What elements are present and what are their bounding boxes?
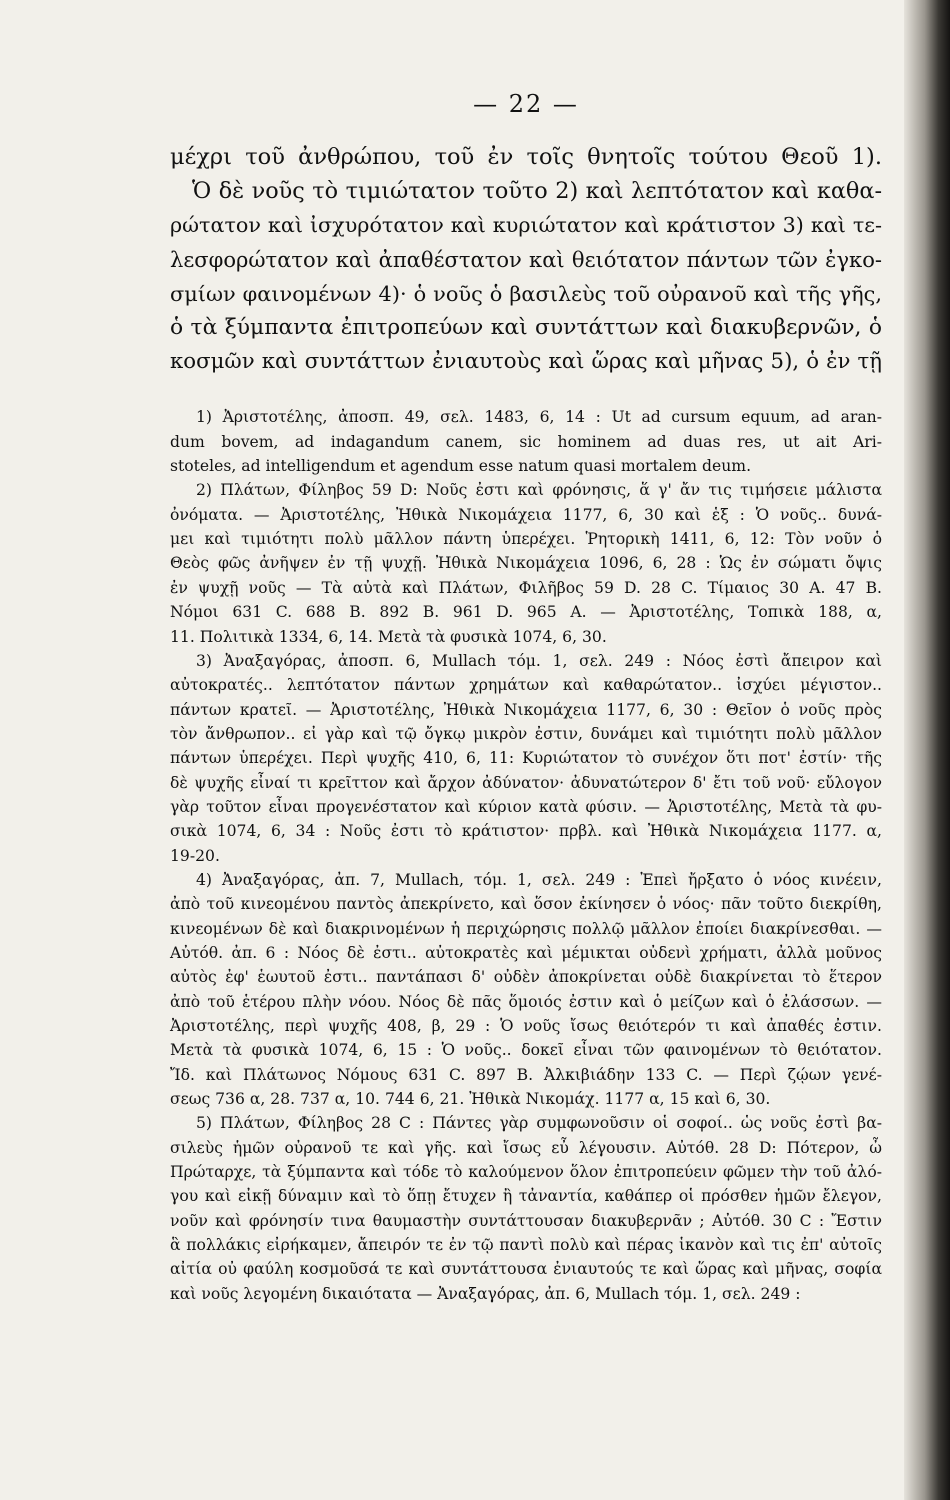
footnote-line: κινεομένων δὲ καὶ διακρινομένων ἡ περιχώρησις πολλῷ μᾶλλον ἐποίει διακρίνεσθαι. — (170, 919, 882, 938)
footnote-line: δὲ ψυχῆς εἶναί τι κρεῖττον καὶ ἄρχον ἀδύνατον· ἀδυνατώτερον δ' ἔτι τοῦ νοῦ· εὔλογον (170, 773, 882, 792)
footnote-line: αἰτία οὐ φαύλη κοσμοῦσά τε καὶ συντάττουσα ἐνιαυτούς τε καὶ ὥρας καὶ μῆνας, σοφία (170, 1260, 882, 1279)
footnote-line: ἐν ψυχῇ νοῦς — Τὰ αὐτὰ καὶ Πλάτων, Φιλῆβος 59 D. 28 C. Τίμαιος 30 A. 47 B. (170, 578, 882, 597)
book-spine-shadow (904, 0, 950, 1500)
footnote-line: ἀπὸ τοῦ ἑτέρου πλὴν νόου. Νόος δὲ πᾶς ὅμοιός ἐστιν καὶ ὁ μείζων καὶ ὁ ἐλάσσων. — (170, 992, 882, 1011)
footnote-1 (170, 405, 882, 478)
footnote-line: σιλεὺς ἡμῶν οὐρανοῦ τε καὶ γῆς. καὶ ἴσως εὖ λέγουσιν. Αὐτόθ. 28 D: Πότερον, ὦ (170, 1138, 882, 1157)
footnote-3 (170, 649, 882, 868)
footnote-line: νοῦν καὶ φρόνησίν τινα θαυμαστὴν συντάττουσαν διακυβερνᾶν ; Αὐτόθ. 30 C : Ἔστιν (170, 1211, 882, 1230)
footnote-line: Θεὸς φῶς ἀνῆψεν ἐν τῇ ψυχῇ. Ἠθικὰ Νικομάχεια 1096, 6, 28 : Ὡς ἐν σώματι ὄψις (170, 554, 882, 573)
footnote-5 (170, 1111, 882, 1306)
text-line: σμίων φαινομένων 4)· ὁ νοῦς ὁ βασιλεὺς τοῦ οὐρανοῦ καὶ τῆς γῆς, (170, 281, 882, 306)
text-line: Ὁ δὲ νοῦς τὸ τιμιώτατον τοῦτο 2) καὶ λεπτότατον καὶ καθα- (192, 178, 882, 205)
footnote-line: καὶ νοῦς λεγομένη δικαιότατα — Ἀναξαγόρας, ἀπ. 6, Mullach τόμ. 1, σελ. 249 : (170, 1284, 801, 1303)
footnote-line: ἃ πολλάκις εἰρήκαμεν, ἄπειρόν τε ἐν τῷ παντὶ πολὺ καὶ πέρας ἱκανὸν καὶ τις ἐπ' αὐτοῖς (170, 1236, 882, 1255)
footnote-line: γὰρ τοῦτον εἶναι προγενέστατον καὶ κύριον κατὰ φύσιν. — Ἀριστοτέλης, Μετὰ τὰ φυ- (170, 797, 882, 816)
main-paragraph (170, 140, 882, 379)
text-line: κοσμῶν καὶ συντάττων ἐνιαυτοὺς καὶ ὥρας καὶ μῆνας 5), ὁ ἐν τῇ (170, 349, 882, 375)
footnote-line: σεως 736 α, 28. 737 α, 10. 744 6, 21. Ἠθικὰ Νικομάχ. 1177 α, 15 καὶ 6, 30. (170, 1090, 771, 1109)
footnote-line: ὀνόματα. — Ἀριστοτέλης, Ἠθικὰ Νικομάχεια 1177, 6, 30 καὶ ἑξ : Ὁ νοῦς.. δυνά- (170, 505, 882, 524)
text-line: ὁ τὰ ξύμπαντα ἐπιτροπεύων καὶ συντάττων καὶ διακυβερνῶν, ὁ (170, 315, 882, 341)
text-line: μέχρι τοῦ ἀνθρώπου, τοῦ ἐν τοῖς θνητοῖς τούτου Θεοῦ 1). (170, 144, 882, 170)
footnote-line: αὐτοκρατές.. λεπτότατον πάντων χρημάτων καὶ καθαρώτατον.. ἰσχύει μέγιστον.. (170, 676, 882, 695)
book-page (170, 90, 882, 1306)
footnote-line: αὐτὸς ἐφ' ἑωυτοῦ ἐστι.. παντάπασι δ' οὐδὲν ἀποκρίνεται οὐδὲ διακρίνεται τὸ ἕτερον (170, 968, 882, 987)
footnote-line: 4) Ἀναξαγόρας, ἀπ. 7, Mullach, τόμ. 1, σελ. 249 : Ἐπεὶ ἤρξατο ὁ νόος κινέειν, (196, 870, 882, 889)
footnote-line: πάντων ὑπερέχει. Περὶ ψυχῆς 410, 6, 11: Κυριώτατον τὸ συνέχον ὅτι ποτ' ἐστίν· τῆς (170, 749, 882, 768)
footnote-line: Νόμοι 631 C. 688 B. 892 B. 961 D. 965 A. — Ἀριστοτέλης, Τοπικὰ 188, α, (170, 603, 882, 622)
footnote-line: 5) Πλάτων, Φίληβος 28 C : Πάντες γὰρ συμφωνοῦσιν οἱ σοφοί.. ὡς νοῦς ἐστὶ βα- (196, 1114, 882, 1133)
footnote-line: Μετὰ τὰ φυσικὰ 1074, 6, 15 : Ὁ νοῦς.. δοκεῖ εἶναι τῶν φαινομένων τὸ θειότατον. (170, 1041, 882, 1060)
footnote-line: Ἴδ. καὶ Πλάτωνος Νόμους 631 C. 897 B. Ἀλκιβιάδην 133 C. — Περὶ ζῴων γενέ- (170, 1065, 882, 1084)
text-line: λεσφορώτατον καὶ ἀπαθέστατον καὶ θειότατον πάντων τῶν ἐγκο- (170, 246, 882, 272)
footnote-line: Ἀριστοτέλης, περὶ ψυχῆς 408, β, 29 : Ὁ νοῦς ἴσως θειότερόν τι καὶ ἀπαθές ἐστιν. (170, 1017, 882, 1036)
footnote-line: 2) Πλάτων, Φίληβος 59 D: Νοῦς ἐστι καὶ φρόνησις, ἅ γ' ἄν τις τιμήσειε μάλιστα (196, 481, 882, 500)
footnote-line: Πρώταρχε, τὰ ξύμπαντα καὶ τόδε τὸ καλούμενον ὅλον ἐπιτροπεύειν φῶμεν τὴν τοῦ ἀλό- (170, 1163, 882, 1182)
footnote-line: Αὐτόθ. ἀπ. 6 : Νόος δὲ ἐστι.. αὐτοκρατὲς καὶ μέμικται οὐδενὶ χρήματι, ἀλλὰ μοῦνος (170, 943, 882, 962)
footnote-line: 3) Ἀναξαγόρας, ἀποσπ. 6, Mullach τόμ. 1, σελ. 249 : Νόος ἐστὶ ἄπειρον καὶ (196, 651, 882, 670)
page-number: — 22 — (473, 90, 579, 118)
main-text (170, 140, 882, 379)
footnote-line: 11. Πολιτικὰ 1334, 6, 14. Μετὰ τὰ φυσικὰ 1074, 6, 30. (170, 627, 607, 646)
footnote-line: πάντων κρατεῖ. — Ἀριστοτέλης, Ἠθικὰ Νικομάχεια 1177, 6, 30 : Θεῖον ὁ νοῦς πρὸς (170, 700, 882, 719)
footnote-line: τὸν ἄνθρωπον.. εἰ γὰρ καὶ τῷ ὄγκῳ μικρὸν ἐστιν, δυνάμει καὶ τιμιότητι πολὺ μᾶλλον (170, 724, 882, 743)
footnote-line: γου καὶ εἰκῇ δύναμιν καὶ τὸ ὅπῃ ἔτυχεν ἢ τἀναντία, καθάπερ οἱ πρόσθεν ἡμῶν ἔλεγον, (170, 1187, 882, 1206)
footnote-line: stoteles, ad intelligendum et agendum esse natum quasi mortalem deum. (170, 457, 752, 476)
footnote-line: σικὰ 1074, 6, 34 : Νοῦς ἐστι τὸ κράτιστον· πρβλ. καὶ Ἠθικὰ Νικομάχεια 1177. α, (170, 822, 882, 841)
footnote-line: μει καὶ τιμιότητι πολὺ μᾶλλον πάντη ὑπερέχει. Ῥητορικὴ 1411, 6, 12: Τὸν νοῦν ὁ (170, 530, 882, 549)
footnote-line: dum bovem, ad indagandum canem, sic hominem ad duas res, ut ait Ari- (170, 432, 882, 451)
footnote-line: 19-20. (170, 846, 220, 865)
footnote-4 (170, 868, 882, 1111)
footnote-line: 1) Ἀριστοτέλης, ἀποσπ. 49, σελ. 1483, 6, 14 : Ut ad cursum equum, ad aran- (196, 408, 882, 427)
footnotes (170, 405, 882, 1306)
footnote-2 (170, 478, 882, 648)
footnote-line: ἀπὸ τοῦ κινεομένου παντὸς ἀπεκρίνετο, καὶ ὅσον ἐκίνησεν ὁ νόος· πᾶν τοῦτο διεκρίθη, (170, 895, 882, 914)
text-line: ρώτατον καὶ ἰσχυρότατον καὶ κυριώτατον καὶ κράτιστον 3) καὶ τε- (170, 213, 882, 238)
